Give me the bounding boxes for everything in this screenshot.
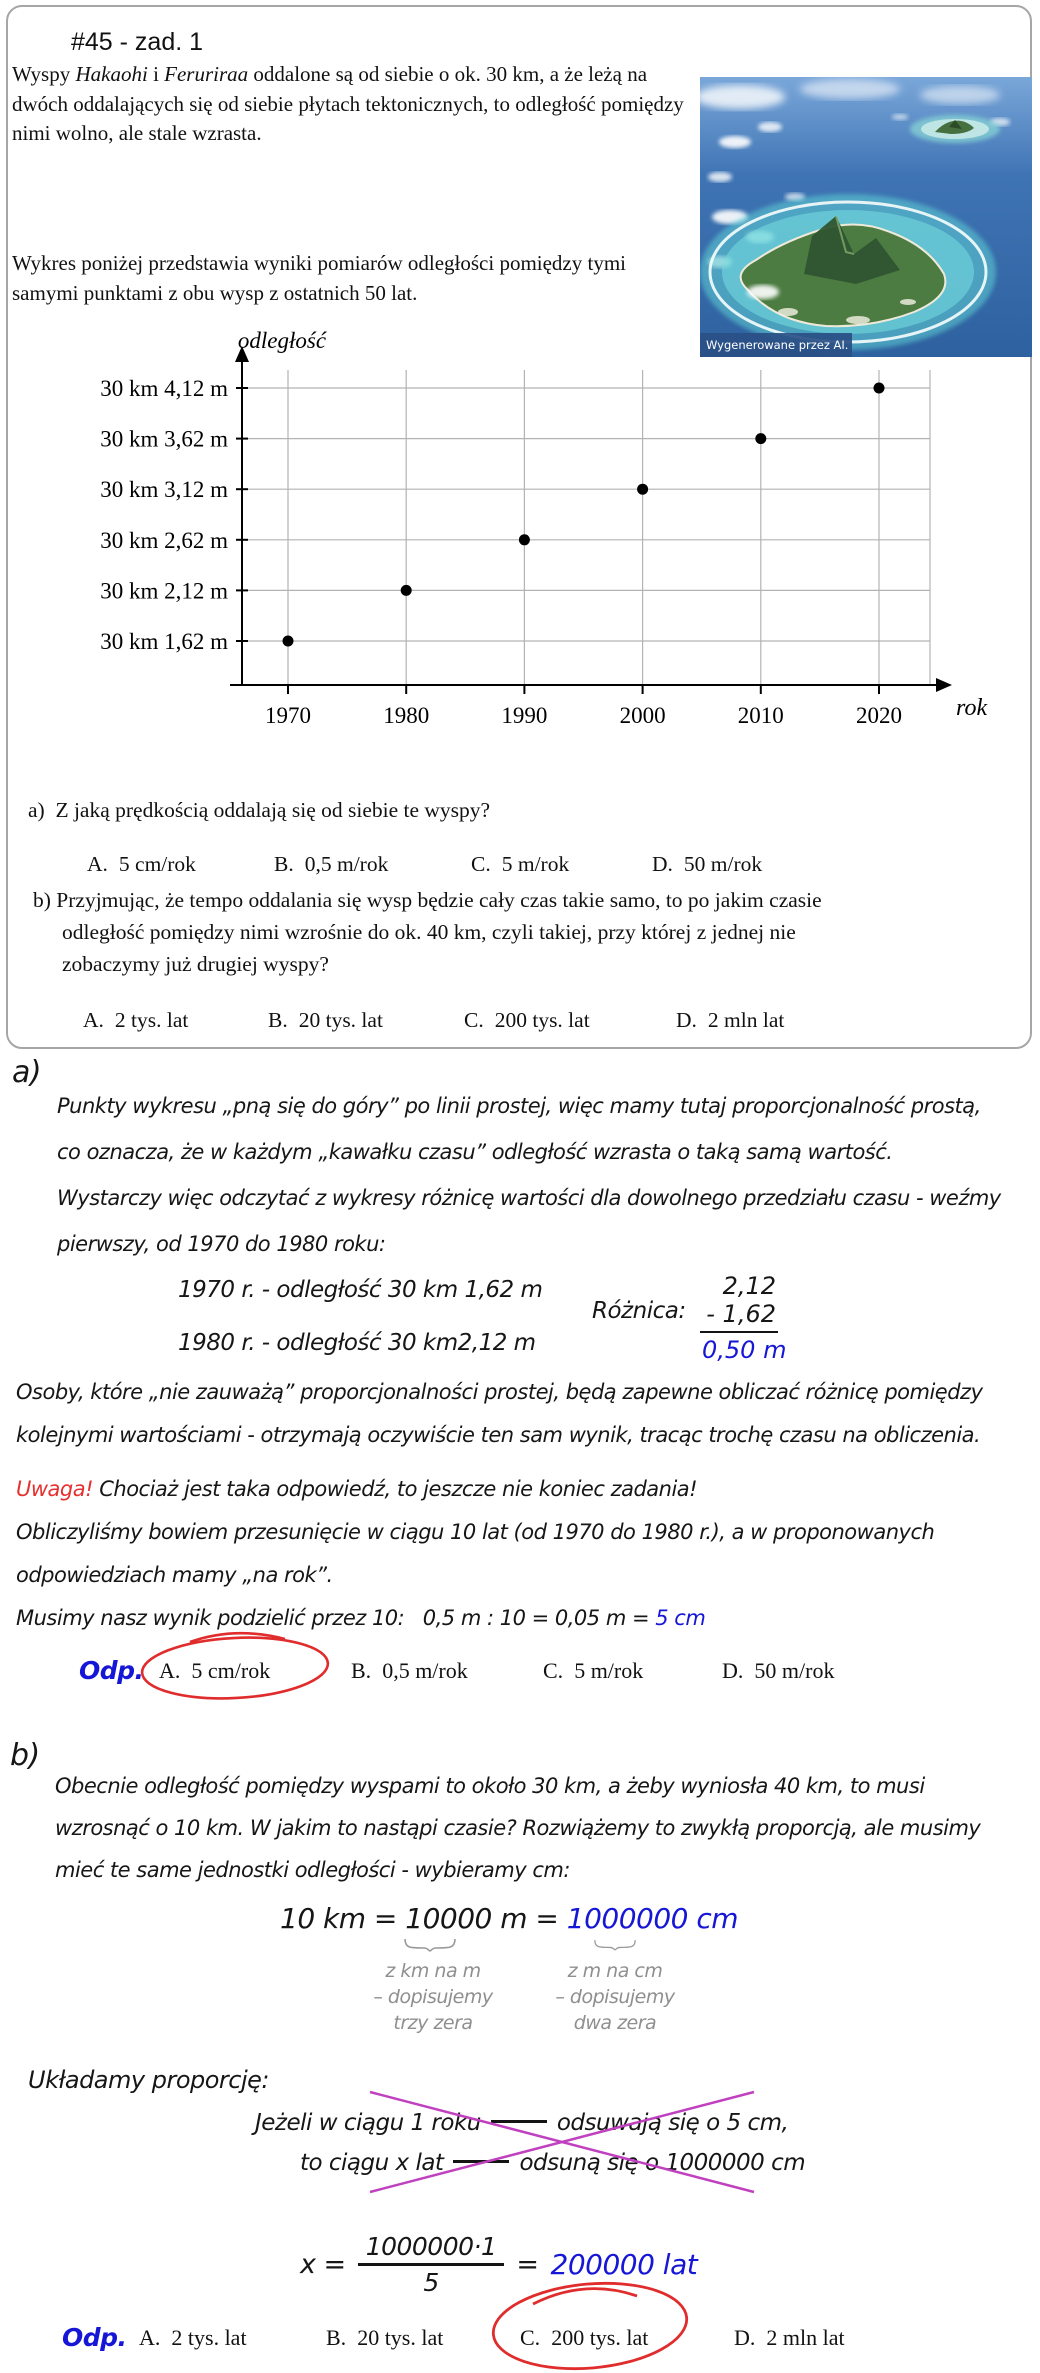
svg-text:30 km 4,12 m: 30 km 4,12 m xyxy=(100,376,228,401)
warning-line-2: Obliczyliśmy bowiem przesunięcie w ciągu 10 lat (od 1970 do 1980 r.), a w proponowanych xyxy=(16,1520,935,1544)
solution-a-label: a) xyxy=(12,1055,42,1090)
svg-text:30 km 1,62 m: 30 km 1,62 m xyxy=(100,629,228,654)
svg-text:1980: 1980 xyxy=(383,703,430,728)
chart-intro-paragraph: Wykres poniżej przedstawia wyniki pomiarów odległości pomiędzy tymi samymi punktami z obu wysp z ostatnich 50 lat. xyxy=(12,251,627,305)
answer-label: Odp. xyxy=(62,2323,127,2352)
small-island xyxy=(910,115,1000,143)
solution-b-paragraph: Obecnie odległość pomiędzy wyspami to około 30 km, a żeby wyniosła 40 km, to musi wzrosnąć o 10 km. W jakim to nastąpi czasie? Rozwiążemy to zwykłą proporcją, ale musimy mieć te same jednostki odległości - wybieramy cm: xyxy=(55,1774,981,1882)
option-b: B. 20 tys. lat xyxy=(268,1008,383,1032)
svg-text:30 km 3,62 m: 30 km 3,62 m xyxy=(100,426,228,452)
divide-result: 5 cm xyxy=(655,1606,706,1630)
answer-option-c: C. 5 m/rok xyxy=(543,1658,644,1683)
measurement-1980: 1980 r. - odległość 30 km2,12 m xyxy=(178,1330,536,1356)
difference-result: 0,50 m xyxy=(702,1336,787,1364)
formula-equals: = xyxy=(516,2249,539,2280)
task-title: #45 - zad. 1 xyxy=(71,28,204,56)
formula-result: 200000 lat xyxy=(550,2248,698,2281)
svg-text:2020: 2020 xyxy=(856,703,902,728)
numerator: 1000000·1 xyxy=(365,2232,497,2261)
answer-option-b: B. 20 tys. lat xyxy=(326,2325,444,2350)
question-b: b) Przyjmując, że tempo oddalania się wysp będzie cały czas takie samo, to po jakim czasie odległość pomiędzy nimi wzrośnie do ok. 40 km, czyli takiej, przy której z jednej nie zobaczymy już drugiej wyspy? xyxy=(33,888,822,976)
option-d: D. 2 mln lat xyxy=(676,1008,785,1032)
denominator: 5 xyxy=(423,2268,439,2297)
question-a xyxy=(28,798,490,823)
unit-conversion: 10 km = 10000 m = 1000000 cm xyxy=(280,1902,739,1935)
intro-text: Wyspy xyxy=(12,62,76,86)
solution-b-label: b) xyxy=(10,1738,40,1773)
option-a: A. 5 cm/rok xyxy=(87,852,196,876)
question-b-options xyxy=(0,1008,1040,1042)
underbrace-icon xyxy=(404,1938,456,1952)
correct-answer-circle-c xyxy=(485,2274,695,2373)
svg-text:2000: 2000 xyxy=(619,703,666,728)
answer-label: Odp. xyxy=(79,1656,144,1685)
answer-option-a: A. 2 tys. lat xyxy=(139,2325,247,2350)
formula-x: x = xyxy=(300,2249,346,2280)
distance-chart xyxy=(90,328,1020,733)
answer-option-b: B. 0,5 m/rok xyxy=(351,1658,468,1683)
option-b: B. 0,5 m/rok xyxy=(274,852,389,876)
proportion-intro: Układamy proporcję: xyxy=(28,2066,269,2094)
solution-a-paragraph: Punkty wykresu „pną się do góry” po linii prostej, więc mamy tutaj proporcjonalność prostą, co oznacza, że w każdym „kawałku czasu” odległość wzrasta o taką samą wartość. Wystarczy więc odczytać z wykresy różnicę wartości dla dowolnego przedziału czasu - weźmy pierwszy, od 1970 do 1980 roku: xyxy=(57,1094,1001,1256)
option-a: A. 2 tys. lat xyxy=(83,1008,189,1032)
solution-a-note: Osoby, które „nie zauważą” proporcjonalności prostej, będą zapewne obliczać różnicę pomiędzy kolejnymi wartościami - otrzymają oczywiście ten sam wynik, tracąc trochę czasu na obliczenia. xyxy=(16,1380,983,1447)
option-c: C. 5 m/rok xyxy=(471,852,570,876)
subtraction-column xyxy=(700,1272,788,1364)
cross-multiplication-lines xyxy=(362,2086,762,2198)
svg-text:30 km 3,12 m: 30 km 3,12 m xyxy=(100,477,228,503)
watermark-text: Wygenerowane przez AI. xyxy=(706,338,849,352)
divide-line: Musimy nasz wynik podzielić przez 10: 0,5 m : 10 = 0,05 m = 5 cm xyxy=(16,1606,706,1630)
difference-label: Różnica: xyxy=(592,1298,686,1324)
island-name-2: Feruriraa xyxy=(164,62,249,86)
intro-paragraph: Wyspy Hakaohi i Feruriraa oddalone są od siebie o ok. 30 km, a że leżą na dwóch oddalających się od siebie płytach tektonicznych, to odległość pomiędzy nimi wolno, ale stale wzrasta. xyxy=(12,62,684,145)
conversion-note-m-cm: z m na cm – dopisujemy dwa zera xyxy=(555,1960,675,2034)
svg-text:2010: 2010 xyxy=(737,703,784,728)
underbrace-icon xyxy=(594,1938,636,1952)
option-c: C. 200 tys. lat xyxy=(464,1008,590,1032)
fraction-bar xyxy=(358,2263,505,2266)
minuend: 2,12 xyxy=(722,1272,776,1300)
answer-option-a: A. 5 cm/rok xyxy=(159,1658,271,1683)
warning-line-3: odpowiedziach mamy „na rok”. xyxy=(16,1563,333,1587)
answer-option-d: D. 50 m/rok xyxy=(722,1658,835,1683)
option-d: D. 50 m/rok xyxy=(652,852,763,876)
warning-line: Uwaga! Chociaż jest taka odpowiedź, to jeszcze nie koniec zadania! xyxy=(16,1477,698,1501)
warning-label: Uwaga! xyxy=(16,1477,94,1501)
svg-text:1970: 1970 xyxy=(265,703,311,728)
svg-text:odległość: odległość xyxy=(237,328,327,353)
conversion-result: 1000000 cm xyxy=(566,1902,739,1935)
measurement-1970: 1970 r. - odległość 30 km 1,62 m xyxy=(178,1277,543,1303)
formula-fraction xyxy=(358,2232,505,2297)
svg-text:30 km 2,12 m: 30 km 2,12 m xyxy=(100,578,228,604)
island-name-1: Hakaohi xyxy=(75,62,148,86)
correct-answer-circle-a xyxy=(135,1628,335,1708)
svg-text:30 km 2,62 m: 30 km 2,62 m xyxy=(100,527,228,553)
svg-text:1990: 1990 xyxy=(501,703,548,728)
proportion-row-1: Jeżeli w ciągu 1 roku odsuwają się o 5 cm, xyxy=(255,2110,789,2136)
island-photo xyxy=(700,77,1032,357)
answer-option-c: C. 200 tys. lat xyxy=(520,2325,649,2350)
svg-text:rok: rok xyxy=(956,695,988,721)
proportion-row-2: to ciągu x lat odsuną się o 1000000 cm xyxy=(300,2150,806,2176)
subtrahend: - 1,62 xyxy=(706,1300,776,1328)
question-a-options xyxy=(0,852,1040,886)
answer-option-d: D. 2 mln lat xyxy=(734,2325,845,2350)
large-island xyxy=(700,194,996,350)
question-a-text: Z jaką prędkością oddalają się od siebie te wyspy? xyxy=(55,798,491,822)
conversion-note-km-m: z km na m – dopisujemy trzy zera xyxy=(373,1960,493,2034)
question-a-label: a) xyxy=(28,798,45,822)
question-b-label: b) xyxy=(33,888,51,912)
